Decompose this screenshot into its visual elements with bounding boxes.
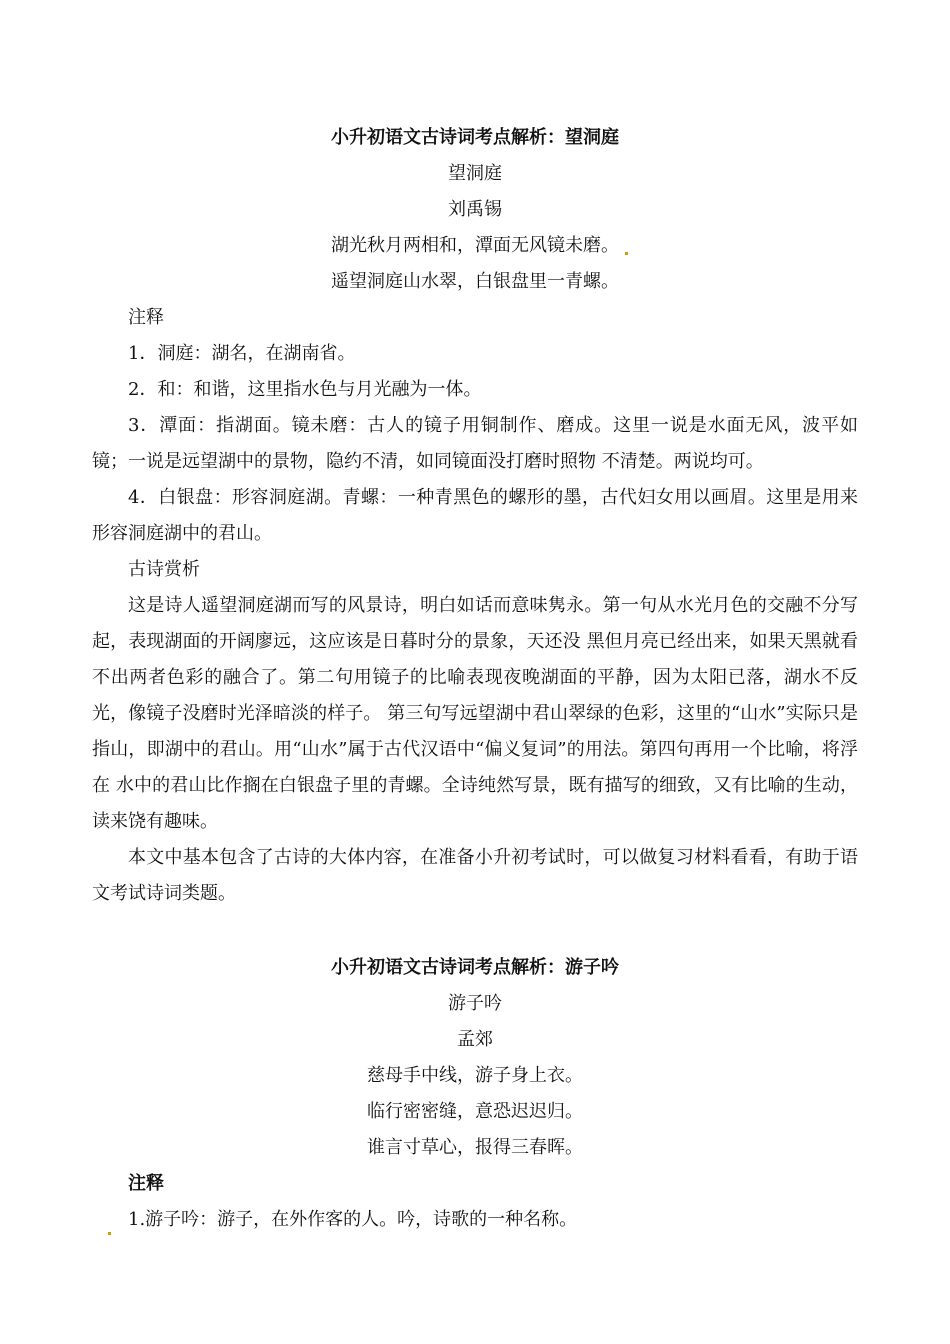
- section2-poem-line-3: 谁言寸草心，报得三春晖。: [367, 1137, 583, 1158]
- section1-author: 刘禹锡: [448, 199, 502, 220]
- section2-poem-title: 游子吟: [448, 993, 502, 1014]
- section1-note-4: 4．白银盘：形容洞庭湖。青螺：一种青黑色的螺形的墨，古代妇女用以画眉。这里是用来形容洞庭湖中的君山。: [92, 487, 858, 544]
- section2-notes-heading: 注释: [128, 1173, 164, 1194]
- section1-poem-line-1: 湖光秋月两相和，潭面无风镜未磨。: [331, 235, 619, 256]
- section1-appreciation-heading: 古诗赏析: [128, 559, 200, 580]
- section2-poem-line-1: 慈母手中线，游子身上衣。: [367, 1065, 583, 1086]
- section2-poem-line-2: 临行密密缝，意恐迟迟归。: [367, 1101, 583, 1122]
- section1-summary: 本文中基本包含了古诗的大体内容，在准备小升初考试时，可以做复习材料看看，有助于语文考试诗词类题。: [92, 847, 858, 904]
- section-spacer: [92, 912, 858, 950]
- section1-note-1: 1．洞庭：湖名，在湖南省。: [128, 343, 356, 364]
- section1-title: 小升初语文古诗词考点解析：望洞庭: [331, 127, 619, 148]
- section2-title: 小升初语文古诗词考点解析：游子吟: [331, 957, 619, 978]
- section1-poem-title: 望洞庭: [448, 163, 502, 184]
- section1-poem-line-2: 遥望洞庭山水翠，白银盘里一青螺。: [331, 271, 619, 292]
- section2-author: 孟郊: [457, 1029, 493, 1050]
- section1-note-3: 3．潭面：指湖面。镜未磨：古人的镜子用铜制作、磨成。这里一说是水面无风，波平如镜；一说是远望湖中的景物，隐约不清，如同镜面没打磨时照物 不清楚。两说均可。: [92, 415, 858, 472]
- marker-dot: [625, 252, 628, 255]
- section1-notes-heading: 注释: [128, 307, 164, 328]
- marker-dot: [108, 1232, 111, 1235]
- section1-appreciation-text: 这是诗人遥望洞庭湖而写的风景诗，明白如话而意味隽永。第一句从水光月色的交融不分写起，表现湖面的开阔廖远，这应该是日暮时分的景象，天还没 黑但月亮已经出来，如果天黑就看不出两者色彩的融合了。第二句用镜子的比喻表现夜晚湖面的平静，因为太阳已落，湖水不反光，像镜子没磨时光泽暗淡的样子。 第三句写远望湖中君山翠绿的色彩，这里的“山水”实际只是指山，即湖中的君山。用“山水”属于古代汉语中“偏义复词”的用法。第四句再用一个比喻，将浮在 水中的君山比作搁在白银盘子里的青螺。全诗纯然写景，既有描写的细致，又有比喻的生动，读来饶有趣味。: [92, 595, 858, 832]
- section2-note-1: 1.游子吟：游子，在外作客的人。吟，诗歌的一种名称。: [128, 1209, 578, 1230]
- document-page: [92, 120, 858, 1238]
- section1-note-2: 2．和：和谐，这里指水色与月光融为一体。: [128, 379, 482, 400]
